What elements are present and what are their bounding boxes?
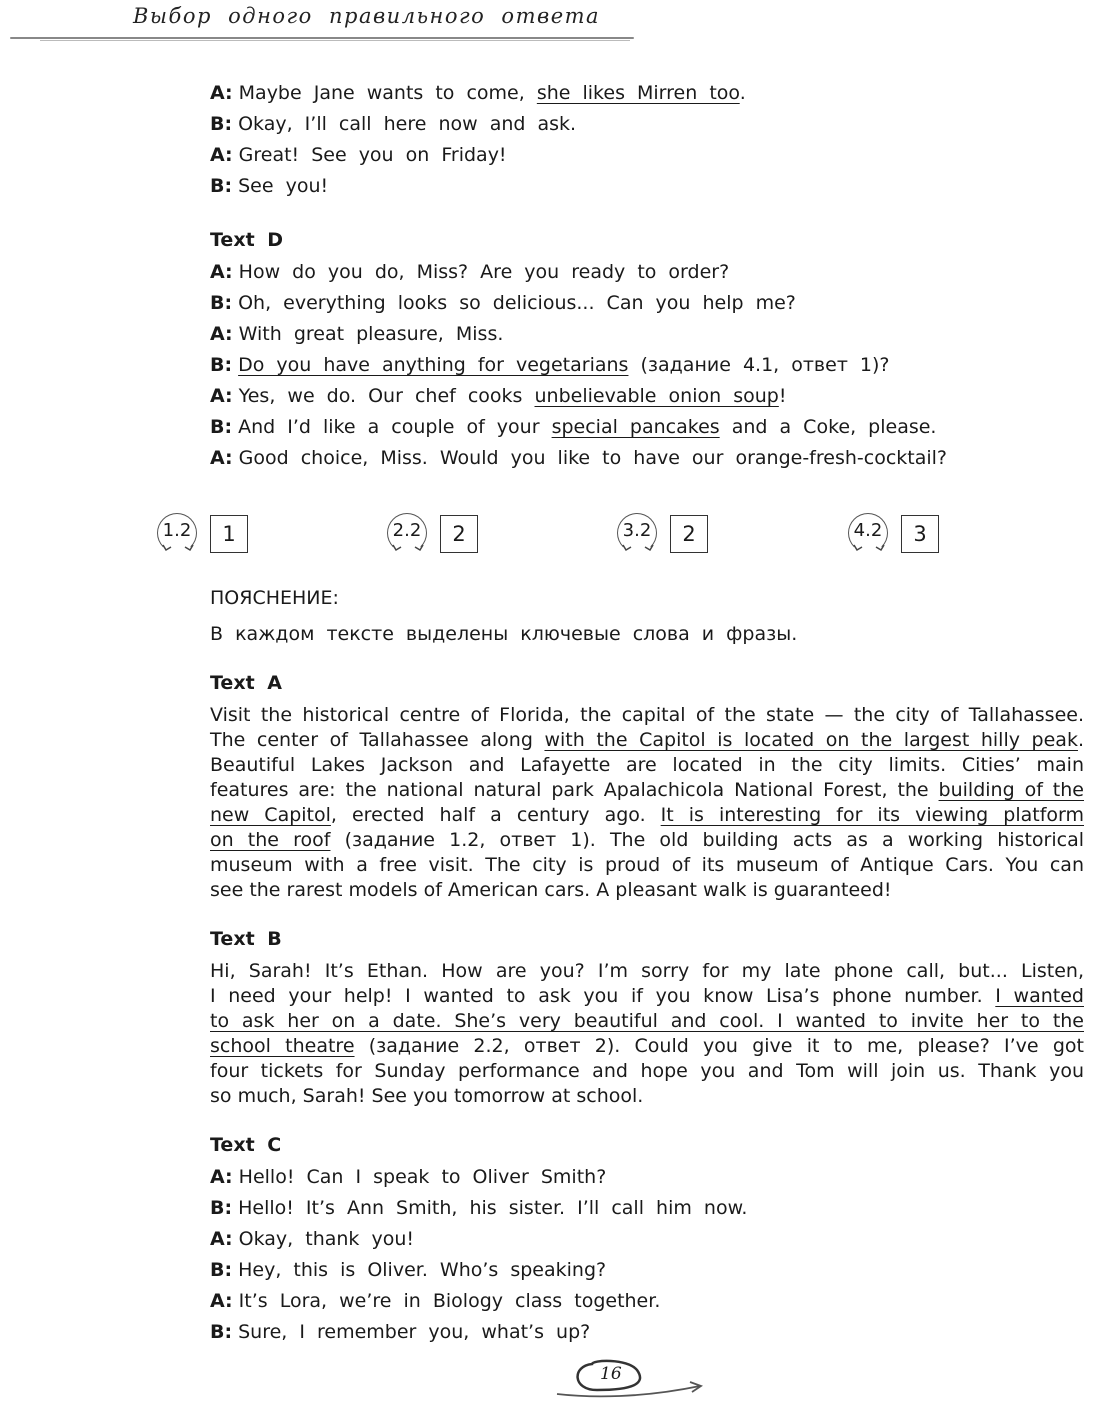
task-number-circle bbox=[157, 513, 197, 553]
speaker-label: B: bbox=[210, 354, 233, 376]
paragraph-line bbox=[210, 1009, 1084, 1034]
speaker-label: A: bbox=[210, 1166, 233, 1188]
paragraph-line bbox=[210, 878, 1084, 903]
dialog-line bbox=[210, 1320, 590, 1344]
highlighted-phrase: new Capitol bbox=[210, 804, 331, 826]
text-run: four tickets for Sunday performance and hope you and Tom will join us. Thank you bbox=[210, 1060, 1084, 1082]
task-number: 2.2 bbox=[392, 520, 422, 541]
speaker-label: A: bbox=[210, 323, 233, 345]
text-run: features are: the national natural park Apalachicola National Forest, the bbox=[210, 779, 939, 801]
text-run: It’s Lora, we’re in Biology class together. bbox=[238, 1290, 661, 1312]
dialog-line bbox=[210, 322, 503, 346]
paragraph-line bbox=[210, 1084, 1084, 1109]
text-a-paragraph bbox=[210, 703, 1084, 903]
task-number: 1.2 bbox=[162, 520, 192, 541]
text-run: (задание 1.2, ответ 1). The old building acts as a working historical bbox=[330, 829, 1084, 851]
text-run: Great! See you on Friday! bbox=[238, 144, 507, 166]
text-run: Hello! It’s Ann Smith, his sister. I’ll call him now. bbox=[238, 1197, 748, 1219]
text-run: Hey, this is Oliver. Who’s speaking? bbox=[238, 1259, 607, 1281]
text-run: The center of Tallahassee along bbox=[210, 729, 545, 751]
paragraph-line bbox=[210, 728, 1084, 753]
text-run: I need your help! I wanted to ask you if you know Lisa’s phone number. bbox=[210, 985, 996, 1007]
text-run: (задание 2.2, ответ 2). Could you give it to me, please? I’ve got bbox=[354, 1035, 1084, 1057]
dialog-line bbox=[210, 353, 890, 377]
highlighted-phrase: school theatre bbox=[210, 1035, 355, 1057]
speaker-label: A: bbox=[210, 1290, 233, 1312]
page-number: 16 bbox=[600, 1364, 622, 1384]
answer-box: 2 bbox=[440, 515, 478, 553]
text-run: . bbox=[1077, 729, 1085, 751]
answer-box: 1 bbox=[210, 515, 248, 553]
dialog-line bbox=[210, 291, 796, 315]
dialog-line bbox=[210, 1227, 414, 1251]
text-run: ! bbox=[778, 385, 787, 407]
text-run: (задание 4.1, ответ 1)? bbox=[628, 354, 890, 376]
highlighted-phrase: I wanted bbox=[995, 985, 1084, 1007]
paragraph-line bbox=[210, 1034, 1084, 1059]
dialog-line bbox=[210, 1165, 606, 1189]
text-run: and a Coke, please. bbox=[719, 416, 937, 438]
speaker-label: A: bbox=[210, 82, 233, 104]
dialog-line bbox=[210, 112, 576, 136]
text-run: museum with a free visit. The city is proud of its museum of Antique Cars. You can bbox=[210, 854, 1084, 876]
highlighted-phrase: with the Capitol is located on the largest hilly peak bbox=[544, 729, 1078, 751]
speaker-label: B: bbox=[210, 292, 233, 314]
dialog-line bbox=[210, 415, 936, 439]
dialog-line bbox=[210, 446, 947, 470]
highlighted-phrase: It is interesting for its viewing platform bbox=[660, 804, 1084, 826]
text-run: Sure, I remember you, what’s up? bbox=[238, 1321, 591, 1343]
highlighted-phrase: Do you have anything for vegetarians bbox=[238, 354, 629, 376]
text-run: With great pleasure, Miss. bbox=[238, 323, 504, 345]
speaker-label: A: bbox=[210, 144, 233, 166]
highlighted-phrase: unbelievable onion soup bbox=[534, 385, 779, 407]
task-number: 4.2 bbox=[853, 520, 883, 541]
speaker-label: B: bbox=[210, 1197, 233, 1219]
header-rule-shadow bbox=[40, 40, 630, 41]
paragraph-line bbox=[210, 959, 1084, 984]
dialog-line bbox=[210, 143, 507, 167]
circular-arrow-icon bbox=[615, 511, 661, 557]
highlighted-phrase: on the roof bbox=[210, 829, 331, 851]
speaker-label: B: bbox=[210, 416, 233, 438]
text-run: Beautiful Lakes Jackson and Lafayette are located in the city limits. Cities’ main bbox=[210, 754, 1084, 776]
dialog-line bbox=[210, 1258, 606, 1282]
text-run: Maybe Jane wants to come, bbox=[238, 82, 537, 104]
text-c-heading: Text C bbox=[210, 1134, 282, 1156]
task-number-circle bbox=[387, 513, 427, 553]
speaker-label: B: bbox=[210, 1259, 233, 1281]
task-number: 3.2 bbox=[622, 520, 652, 541]
paragraph-line bbox=[210, 753, 1084, 778]
highlighted-phrase: building of the bbox=[938, 779, 1084, 801]
text-run: so much, Sarah! See you tomorrow at school. bbox=[210, 1085, 644, 1107]
dialog-line bbox=[210, 81, 746, 105]
paragraph-line bbox=[210, 803, 1084, 828]
dialog-line bbox=[210, 1289, 660, 1313]
paragraph-line bbox=[210, 853, 1084, 878]
text-run: see the rarest models of American cars. A pleasant walk is guaranteed! bbox=[210, 879, 892, 901]
paragraph-line bbox=[210, 984, 1084, 1009]
answer-box: 2 bbox=[670, 515, 708, 553]
text-run: Hi, Sarah! It’s Ethan. How are you? I’m sorry for my late phone call, but... Listen, bbox=[210, 960, 1084, 982]
dialog-line bbox=[210, 384, 786, 408]
text-run: Oh, everything looks so delicious... Can you help me? bbox=[238, 292, 796, 314]
highlighted-phrase: special pancakes bbox=[551, 416, 720, 438]
speaker-label: B: bbox=[210, 113, 233, 135]
explanation-label: ПОЯСНЕНИЕ: bbox=[210, 587, 339, 609]
text-d-heading: Text D bbox=[210, 229, 284, 251]
text-run: Okay, thank you! bbox=[238, 1228, 414, 1250]
dialog-line bbox=[210, 174, 328, 198]
text-run: Yes, we do. Our chef cooks bbox=[238, 385, 535, 407]
paragraph-line bbox=[210, 828, 1084, 853]
circular-arrow-icon bbox=[385, 511, 431, 557]
text-run: . bbox=[739, 82, 746, 104]
text-run: Visit the historical centre of Florida, the capital of the state — the city of Tallahassee. bbox=[210, 704, 1084, 726]
task-number-circle bbox=[617, 513, 657, 553]
speaker-label: A: bbox=[210, 385, 233, 407]
highlighted-phrase: to ask her on a date. She’s very beautiful and cool. I wanted to invite her to the bbox=[210, 1010, 1084, 1032]
speaker-label: A: bbox=[210, 261, 233, 283]
speaker-label: B: bbox=[210, 175, 233, 197]
paragraph-line bbox=[210, 778, 1084, 803]
text-run: Good choice, Miss. Would you like to have our orange-fresh-cocktail? bbox=[238, 447, 948, 469]
text-run: How do you do, Miss? Are you ready to order? bbox=[238, 261, 730, 283]
speaker-label: A: bbox=[210, 1228, 233, 1250]
text-run: Okay, I’ll call here now and ask. bbox=[238, 113, 577, 135]
answer-box: 3 bbox=[901, 515, 939, 553]
circular-arrow-icon bbox=[155, 511, 201, 557]
task-number-circle bbox=[848, 513, 888, 553]
explanation-text: В каждом тексте выделены ключевые слова и фразы. bbox=[210, 623, 798, 645]
paragraph-line bbox=[210, 703, 1084, 728]
text-run: Hello! Can I speak to Oliver Smith? bbox=[238, 1166, 607, 1188]
header-rule bbox=[10, 37, 634, 39]
circular-arrow-icon bbox=[846, 511, 892, 557]
header-title: Выбор одного правильного ответа bbox=[133, 4, 601, 28]
text-run: See you! bbox=[238, 175, 329, 197]
paragraph-line bbox=[210, 1059, 1084, 1084]
dialog-line bbox=[210, 1196, 747, 1220]
speaker-label: B: bbox=[210, 1321, 233, 1343]
page-number-swirl-icon bbox=[552, 1356, 706, 1402]
text-b-heading: Text B bbox=[210, 928, 282, 950]
highlighted-phrase: she likes Mirren too bbox=[536, 82, 740, 104]
text-run: , erected half a century ago. bbox=[330, 804, 661, 826]
text-a-heading: Text A bbox=[210, 672, 282, 694]
dialog-line bbox=[210, 260, 729, 284]
speaker-label: A: bbox=[210, 447, 233, 469]
text-b-paragraph bbox=[210, 959, 1084, 1109]
text-run: And I’d like a couple of your bbox=[238, 416, 552, 438]
